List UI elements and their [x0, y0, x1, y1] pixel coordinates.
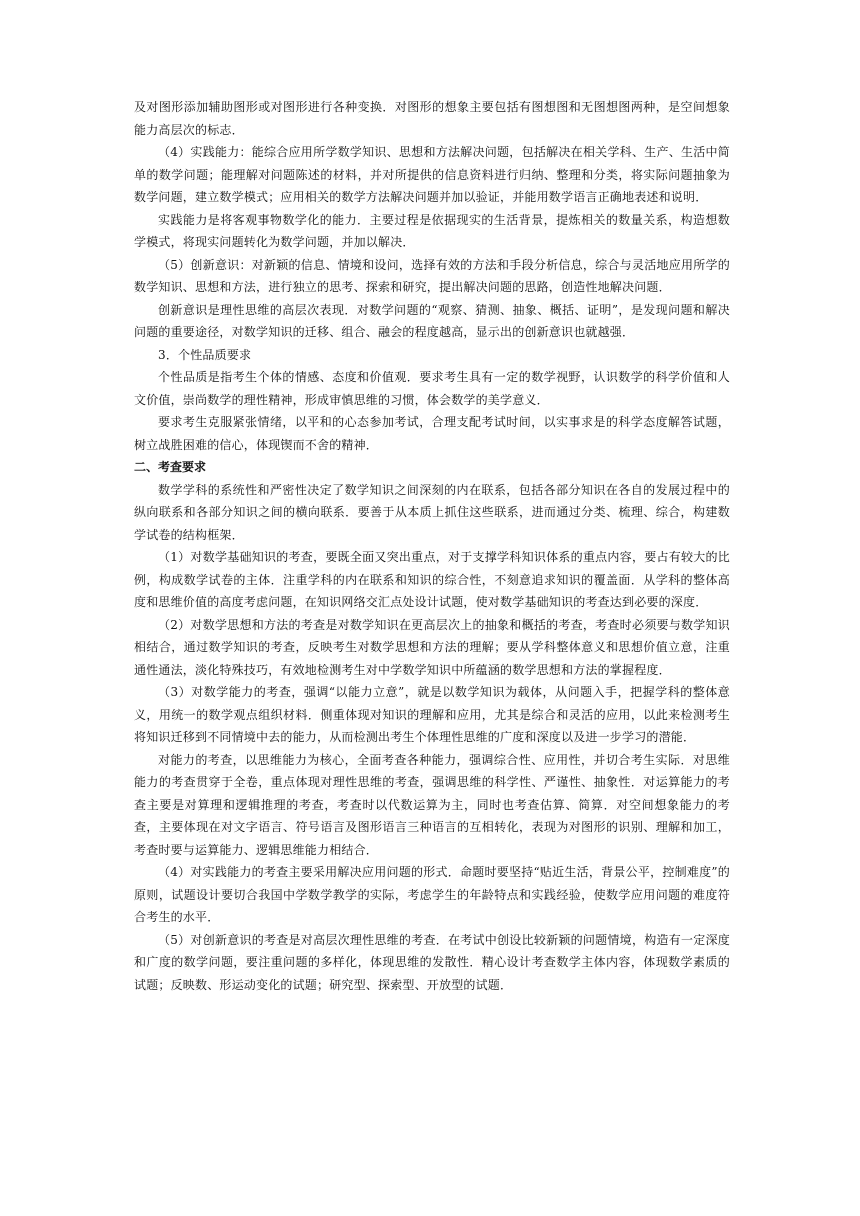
paragraph-personal-quality: 个性品质是指考生个体的情感、态度和价值观．要求考生具有一定的数学视野，认识数学的科学价值和人文价值，崇尚数学的理性精神，形成审慎思维的习惯，体会数学的美学意义．	[134, 370, 730, 407]
paragraph-practical-ability-note: 实践能力是将客观事物数学化的能力．主要过程是依据现实的生活背景，提炼相关的数量关系，构造想数学模式，将现实问题转化为数学问题，并加以解决．	[134, 212, 730, 249]
paragraph-practice-assessment: （4）对实践能力的考查主要采用解决应用问题的形式．命题时要坚持“贴近生活，背景公平，控制难度”的原则，试题设计要切合我国中学数学教学的实际，考虑学生的年龄特点和实践经验，使数学应用问题的难度符合考生的水平．	[134, 865, 730, 924]
paragraph-ability-details: 对能力的考查，以思维能力为核心，全面考查各种能力，强调综合性、应用性，并切合考生实际．对思维能力的考查贯穿于全卷，重点体现对理性思维的考查，强调思维的科学性、严谨性、抽象性．对运算能力的考查主要是对算理和逻辑推理的考查，考查时以代数运算为主，同时也考查估算、简算．对空间想象能力的考查，主要体现在对文字语言、符号语言及图形语言三种语言的互相转化，表现为对图形的识别、理解和加工，考查时要与运算能力、逻辑思维能力相结合．	[134, 752, 730, 857]
paragraph-practical-ability: （4）实践能力：能综合应用所学数学知识、思想和方法解决问题，包括解决在相关学科、生产、生活中简单的数学问题；能理解对问题陈述的材料，并对所提供的信息资料进行归纳、整理和分类，将实际问题抽象为数学问题，建立数学模式；应用相关的数学方法解决问题并加以验证，并能用数学语言正确地表述和说明．	[134, 145, 730, 204]
subheading-personal-quality: 3．个性品质要求	[158, 347, 252, 362]
paragraph-exam-attitude: 要求考生克服紧张情绪，以平和的心态参加考试，合理支配考试时间，以实事求是的科学态度解答试题，树立战胜困难的信心，体现锲而不舍的精神．	[134, 415, 730, 452]
paragraph-innovation-note: 创新意识是理性思维的高层次表现．对数学问题的“观察、猜测、抽象、概括、证明”，是发现问题和解决问题的重要途径，对数学知识的迁移、组合、融会的程度越高，显示出的创新意识也就越强．	[134, 302, 730, 339]
paragraph-system-intro: 数学学科的系统性和严密性决定了数学知识之间深刻的内在联系，包括各部分知识在各自的发展过程中的纵向联系和各部分知识之间的横向联系．要善于从本质上抓住这些联系，进而通过分类、梳理、综合，构建数学试卷的结构框架．	[134, 482, 730, 542]
section-heading-requirements: 二、考查要求	[134, 460, 207, 474]
paragraph-ability-assessment: （3）对数学能力的考查，强调“以能力立意”，就是以数学知识为载体，从问题入手，把握学科的整体意义，用统一的数学观点组织材料．侧重体现对知识的理解和应用，尤其是综合和灵活的应用，以此来检测考生将知识迁移到不同情境中去的能力，从而检测出考生个体理性思维的广度和深度以及进一步学习的潜能．	[134, 685, 730, 744]
paragraph-thinking-methods: （2）对数学思想和方法的考查是对数学知识在更高层次上的抽象和概括的考查，考查时必须要与数学知识相结合，通过数学知识的考查，反映考生对数学思想和方法的理解；要从学科整体意义和思想价值立意，注重通性通法，淡化特殊技巧，有效地检测考生对中学数学知识中所蕴涵的数学思想和方法的掌握程度．	[134, 617, 730, 677]
paragraph-innovation-assessment: （5）对创新意识的考查是对高层次理性思维的考查．在考试中创设比较新颖的问题情境，构造有一定深度和广度的数学问题，要注重问题的多样化，体现思维的发散性．精心设计考查数学主体内容，体现数学素质的试题；反映数、形运动变化的试题；研究型、探索型、开放型的试题．	[134, 932, 730, 992]
paragraph-basic-knowledge: （1）对数学基础知识的考查，要既全面又突出重点，对于支撑学科知识体系的重点内容，要占有较大的比例，构成数学试卷的主体．注重学科的内在联系和知识的综合性，不刻意追求知识的覆盖面．从学科的整体高度和思维价值的高度考虑问题，在知识网络交汇点处设计试题，使对数学基础知识的考查达到必要的深度．	[134, 550, 730, 609]
paragraph-innovation: （5）创新意识：对新颖的信息、情境和设问，选择有效的方法和手段分析信息，综合与灵活地应用所学的数学知识、思想和方法，进行独立的思考、探索和研究，提出解决问题的思路，创造性地解决问题．	[134, 257, 730, 294]
paragraph-spatial-imagination-end: 及对图形添加辅助图形或对图形进行各种变换．对图形的想象主要包括有图想图和无图想图两种，是空间想象能力高层次的标志．	[134, 100, 730, 137]
document-page	[134, 96, 730, 996]
